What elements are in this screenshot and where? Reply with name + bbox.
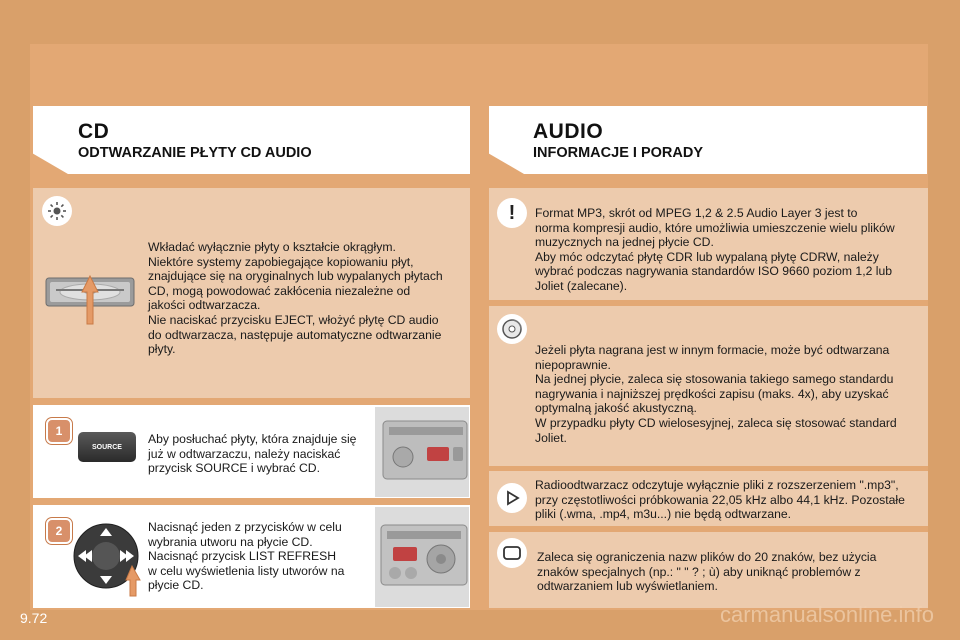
disc-icon	[497, 314, 527, 344]
radio-photo-1	[375, 407, 469, 497]
page-number: 9.72	[20, 610, 48, 626]
right-format-text: Jeżeli płyta nagrana jest w innym formacie, może być odtwarzana niepoprawnie. Na jednej płycie, zaleca się stosowania takiego samego standardu nagrywania i najniższej prędkości zapisu (maks. 4x), aby uzyskać optymalną jakość akustyczną. W przypadku płyty CD wielosesyjnej, zaleca się stosować standard Joliet.	[535, 343, 897, 445]
right-title: AUDIO	[533, 120, 604, 143]
left-subtitle: ODTWARZANIE PŁYTY CD AUDIO	[78, 145, 312, 161]
step2-number-badge: 2	[46, 518, 72, 544]
source-button-illustration	[78, 432, 136, 462]
left-info-text: Wkładać wyłącznie płyty o kształcie okrągłym. Niektóre systemy zapobiegające kopiowaniu płyt, znajdujące się na oryginalnych lub wypalanych płytach CD, mogą powodować zakłócenia niezależne od jakości odtwarzacza. Nie naciskać przycisku EJECT, włożyć płytę CD audio do odtwarzacza, następuje automatyczne odtwarzanie płyty.	[148, 240, 443, 357]
radio-photo-2	[375, 507, 469, 607]
cd-slot-illustration	[44, 268, 136, 330]
play-icon	[497, 483, 527, 513]
step1-number-badge: 1	[46, 418, 72, 444]
right-extension-text: Radioodtwarzacz odczytuje wyłącznie pliki z rozszerzeniem ".mp3", przy częstotliwości próbkowania 22,05 kHz albo 44,1 kHz. Pozostałe pliki (.wma, .mp4, m3u...) nie będą odtwarzane.	[535, 478, 905, 522]
light-tip-icon	[42, 196, 72, 226]
watermark: carmanualsonline.info	[719, 602, 934, 627]
source-label: SOURCE	[92, 443, 122, 451]
exclamation-icon: !	[497, 198, 527, 228]
navigation-pad-illustration	[70, 518, 150, 598]
step1-text: Aby posłuchać płyty, która znajduje się już w odtwarzaczu, należy naciskać przycisk SOURCE i wybrać CD.	[148, 432, 357, 476]
right-mp3-text: Format MP3, skrót od MPEG 1,2 & 2.5 Audio Layer 3 jest to norma kompresji audio, które umożliwia umieszczenie wielu plików muzycznych na jednej płycie CD. Aby móc odczytać płytę CDR lub wypalaną płytę CDRW, należy wybrać podczas nagrywania standardów ISO 9660 poziom 1,2 lub Joliet (zalecane).	[535, 206, 895, 293]
step2-text: Nacisnąć jeden z przycisków w celu wybrania utworu na płycie CD. Nacisnąć przycisk LIST REFRESH w celu wyświetlenia listy utworów na płycie CD.	[148, 520, 345, 593]
right-filename-text: Zaleca się ograniczenia nazw plików do 20 znaków, bez użycia znaków specjalnych (np.: " " ? ; ù) aby uniknąć problemów z odtwarzaniem lub wyświetlaniem.	[537, 550, 877, 594]
right-subtitle: INFORMACJE I PORADY	[533, 145, 703, 161]
display-screen-icon	[497, 538, 527, 568]
left-title: CD	[78, 120, 110, 143]
